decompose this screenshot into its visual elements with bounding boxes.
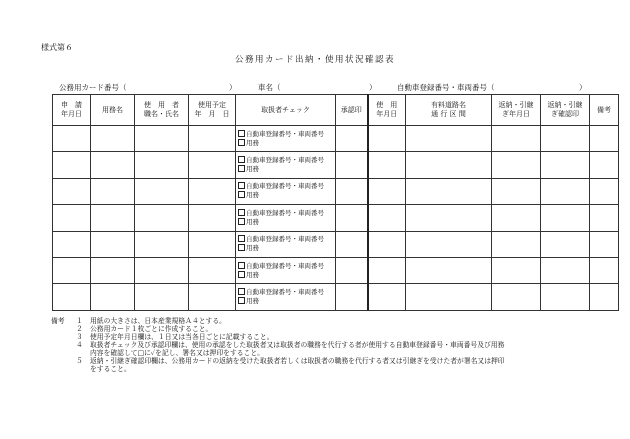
- cell-purpose[interactable]: [91, 231, 135, 257]
- cell-remarks[interactable]: [590, 231, 619, 257]
- note-row: [51, 357, 621, 373]
- table-row: [53, 231, 619, 257]
- purpose-checkbox[interactable]: [238, 139, 245, 146]
- registration-checkbox[interactable]: [238, 130, 245, 137]
- check-label: 用務: [246, 138, 259, 147]
- col-application-date: 申 請 年月日: [53, 95, 91, 126]
- registration-checkbox[interactable]: [238, 156, 245, 163]
- note-text: 公務用カード１枚ごとに作成すること。: [90, 325, 213, 333]
- cell-toll-road[interactable]: [406, 284, 492, 310]
- cell-handler-check[interactable]: [236, 257, 336, 283]
- cell-application-date[interactable]: [53, 284, 91, 310]
- note-number: １: [76, 317, 83, 325]
- cell-return-seal[interactable]: [541, 231, 590, 257]
- cell-user[interactable]: [135, 205, 189, 231]
- note-text: 返納・引継ぎ確認印欄は、公務用カードの返納を受けた取扱者若しくは取扱者の職務を代行する者又は引継ぎを受けた者が署名又は押印 をすること。: [90, 357, 505, 373]
- col-return-seal: 返納・引継 ぎ確認印: [541, 95, 590, 126]
- note-number: ２: [76, 325, 83, 333]
- cell-toll-road[interactable]: [406, 257, 492, 283]
- cell-handler-check[interactable]: [236, 231, 336, 257]
- cell-purpose[interactable]: [91, 152, 135, 178]
- notes-lead: 備考: [51, 317, 65, 325]
- check-label: 自動車登録番号・車両番号: [246, 129, 324, 138]
- purpose-checkbox[interactable]: [238, 191, 245, 198]
- check-registration-line: [238, 130, 335, 139]
- check-registration-line: [238, 209, 335, 218]
- col-remarks: 備考: [590, 95, 619, 126]
- check-purpose-line: [238, 139, 335, 148]
- notes: [51, 317, 621, 373]
- cell-use-date[interactable]: [368, 178, 406, 204]
- registration-checkbox[interactable]: [238, 209, 245, 216]
- check-purpose-line: [238, 218, 335, 227]
- cell-return-seal[interactable]: [541, 284, 590, 310]
- purpose-checkbox[interactable]: [238, 218, 245, 225]
- cell-toll-road[interactable]: [406, 126, 492, 152]
- card-number-label: 公務用カード番号（: [59, 83, 127, 92]
- cell-planned-date[interactable]: [189, 231, 236, 257]
- cell-return-date[interactable]: [492, 152, 541, 178]
- cell-handler-check[interactable]: [236, 178, 336, 204]
- check-label: 自動車登録番号・車両番号: [246, 182, 324, 191]
- check-registration-line: [238, 182, 335, 191]
- usage-table: [52, 94, 619, 311]
- col-use-date: 使 用 年月日: [368, 95, 406, 126]
- table-row: [53, 284, 619, 310]
- note-row: [51, 333, 621, 341]
- check-label: 用務: [246, 297, 259, 306]
- cell-remarks[interactable]: [590, 205, 619, 231]
- check-purpose-line: [238, 165, 335, 174]
- cell-application-date[interactable]: [53, 257, 91, 283]
- cell-planned-date[interactable]: [189, 178, 236, 204]
- cell-toll-road[interactable]: [406, 231, 492, 257]
- purpose-checkbox[interactable]: [238, 244, 245, 251]
- check-label: 用務: [246, 244, 259, 253]
- note-row: [51, 317, 621, 325]
- cell-user[interactable]: [135, 257, 189, 283]
- check-purpose-line: [238, 244, 335, 253]
- table-header-row: [53, 95, 619, 126]
- cell-remarks[interactable]: [590, 152, 619, 178]
- note-row: [51, 325, 621, 333]
- table-row: [53, 257, 619, 283]
- cell-user[interactable]: [135, 284, 189, 310]
- cell-approval-seal[interactable]: [336, 205, 368, 231]
- cell-purpose[interactable]: [91, 284, 135, 310]
- card-number-close: ）: [229, 83, 237, 92]
- cell-use-date[interactable]: [368, 205, 406, 231]
- cell-user[interactable]: [135, 178, 189, 204]
- check-purpose-line: [238, 191, 335, 200]
- registration-number-close: ）: [579, 83, 587, 92]
- col-handler-check: 取扱者チェック: [236, 95, 336, 126]
- cell-planned-date[interactable]: [189, 152, 236, 178]
- note-text: 用紙の大きさは、日本産業規格Ａ４とする。: [90, 317, 226, 325]
- cell-purpose[interactable]: [91, 257, 135, 283]
- check-label: 用務: [246, 217, 259, 226]
- note-number: ５: [76, 357, 83, 365]
- registration-checkbox[interactable]: [238, 182, 245, 189]
- cell-planned-date[interactable]: [189, 126, 236, 152]
- cell-return-seal[interactable]: [541, 205, 590, 231]
- cell-remarks[interactable]: [590, 126, 619, 152]
- check-label: 自動車登録番号・車両番号: [246, 261, 324, 270]
- cell-remarks[interactable]: [590, 284, 619, 310]
- registration-checkbox[interactable]: [238, 262, 245, 269]
- check-label: 自動車登録番号・車両番号: [246, 235, 324, 244]
- cell-application-date[interactable]: [53, 152, 91, 178]
- cell-handler-check[interactable]: [236, 205, 336, 231]
- cell-approval-seal[interactable]: [336, 152, 368, 178]
- cell-return-date[interactable]: [492, 231, 541, 257]
- note-number: ３: [76, 333, 83, 341]
- cell-use-date[interactable]: [368, 231, 406, 257]
- note-row: [51, 341, 621, 357]
- note-number: ４: [76, 341, 83, 349]
- cell-user[interactable]: [135, 152, 189, 178]
- check-registration-line: [238, 262, 335, 271]
- col-approval-seal: 承認印: [336, 95, 368, 126]
- check-label: 用務: [246, 165, 259, 174]
- col-return-date: 返納・引継 ぎ年月日: [492, 95, 541, 126]
- cell-return-date[interactable]: [492, 178, 541, 204]
- cell-planned-date[interactable]: [189, 257, 236, 283]
- cell-approval-seal[interactable]: [336, 126, 368, 152]
- cell-handler-check[interactable]: [236, 152, 336, 178]
- cell-approval-seal[interactable]: [336, 284, 368, 310]
- cell-toll-road[interactable]: [406, 205, 492, 231]
- cell-return-date[interactable]: [492, 284, 541, 310]
- note-text: 使用予定年月日欄は、１日又は当各日ごとに記載すること。: [90, 333, 274, 341]
- cell-return-seal[interactable]: [541, 257, 590, 283]
- check-purpose-line: [238, 271, 335, 280]
- col-user: 使 用 者 職名・氏名: [135, 95, 189, 126]
- check-registration-line: [238, 235, 335, 244]
- cell-planned-date[interactable]: [189, 205, 236, 231]
- cell-use-date[interactable]: [368, 152, 406, 178]
- check-purpose-line: [238, 297, 335, 306]
- purpose-checkbox[interactable]: [238, 271, 245, 278]
- cell-approval-seal[interactable]: [336, 231, 368, 257]
- purpose-checkbox[interactable]: [238, 165, 245, 172]
- check-label: 自動車登録番号・車両番号: [246, 288, 324, 297]
- cell-approval-seal[interactable]: [336, 257, 368, 283]
- cell-approval-seal[interactable]: [336, 178, 368, 204]
- cell-purpose[interactable]: [91, 205, 135, 231]
- cell-application-date[interactable]: [53, 205, 91, 231]
- cell-use-date[interactable]: [368, 126, 406, 152]
- registration-checkbox[interactable]: [238, 235, 245, 242]
- cell-handler-check[interactable]: [236, 284, 336, 310]
- table-row: [53, 126, 619, 152]
- cell-use-date[interactable]: [368, 257, 406, 283]
- check-label: 用務: [246, 270, 259, 279]
- check-registration-line: [238, 156, 335, 165]
- cell-user[interactable]: [135, 231, 189, 257]
- cell-remarks[interactable]: [590, 257, 619, 283]
- check-label: 用務: [246, 191, 259, 200]
- cell-return-seal[interactable]: [541, 126, 590, 152]
- cell-return-date[interactable]: [492, 205, 541, 231]
- cell-return-seal[interactable]: [541, 178, 590, 204]
- registration-number-label: 自動車登録番号・車両番号（: [397, 83, 495, 92]
- cell-purpose[interactable]: [91, 126, 135, 152]
- cell-purpose[interactable]: [91, 178, 135, 204]
- check-label: 自動車登録番号・車両番号: [246, 156, 324, 165]
- car-name-close: ）: [369, 83, 377, 92]
- cell-application-date[interactable]: [53, 178, 91, 204]
- table-row: [53, 152, 619, 178]
- cell-user[interactable]: [135, 126, 189, 152]
- table-row: [53, 178, 619, 204]
- cell-application-date[interactable]: [53, 126, 91, 152]
- cell-return-date[interactable]: [492, 126, 541, 152]
- col-purpose: 用務名: [91, 95, 135, 126]
- col-toll-road: 有料道路名 通 行 区 間: [406, 95, 492, 126]
- cell-return-seal[interactable]: [541, 152, 590, 178]
- cell-handler-check[interactable]: [236, 126, 336, 152]
- cell-toll-road[interactable]: [406, 178, 492, 204]
- cell-return-date[interactable]: [492, 257, 541, 283]
- purpose-checkbox[interactable]: [238, 297, 245, 304]
- check-label: 自動車登録番号・車両番号: [246, 208, 324, 217]
- cell-toll-road[interactable]: [406, 152, 492, 178]
- table-row: [53, 205, 619, 231]
- cell-remarks[interactable]: [590, 178, 619, 204]
- col-planned-date: 使用予定 年 月 日: [189, 95, 236, 126]
- car-name-label: 車名（: [258, 83, 281, 92]
- cell-planned-date[interactable]: [189, 284, 236, 310]
- form-number: 様式第６: [41, 43, 73, 52]
- document-title: 公務用カード出納・使用状況確認表: [234, 55, 395, 65]
- registration-checkbox[interactable]: [238, 288, 245, 295]
- note-text: 取扱者チェック及び承認印欄は、使用の承認をした取扱者又は取扱者の職務を代行する者が使用する自動車登録番号・車両番号及び用務 内容を確認して□に✓を記し、署名又は押印をすること。: [90, 341, 505, 357]
- cell-application-date[interactable]: [53, 231, 91, 257]
- check-registration-line: [238, 288, 335, 297]
- cell-use-date[interactable]: [368, 284, 406, 310]
